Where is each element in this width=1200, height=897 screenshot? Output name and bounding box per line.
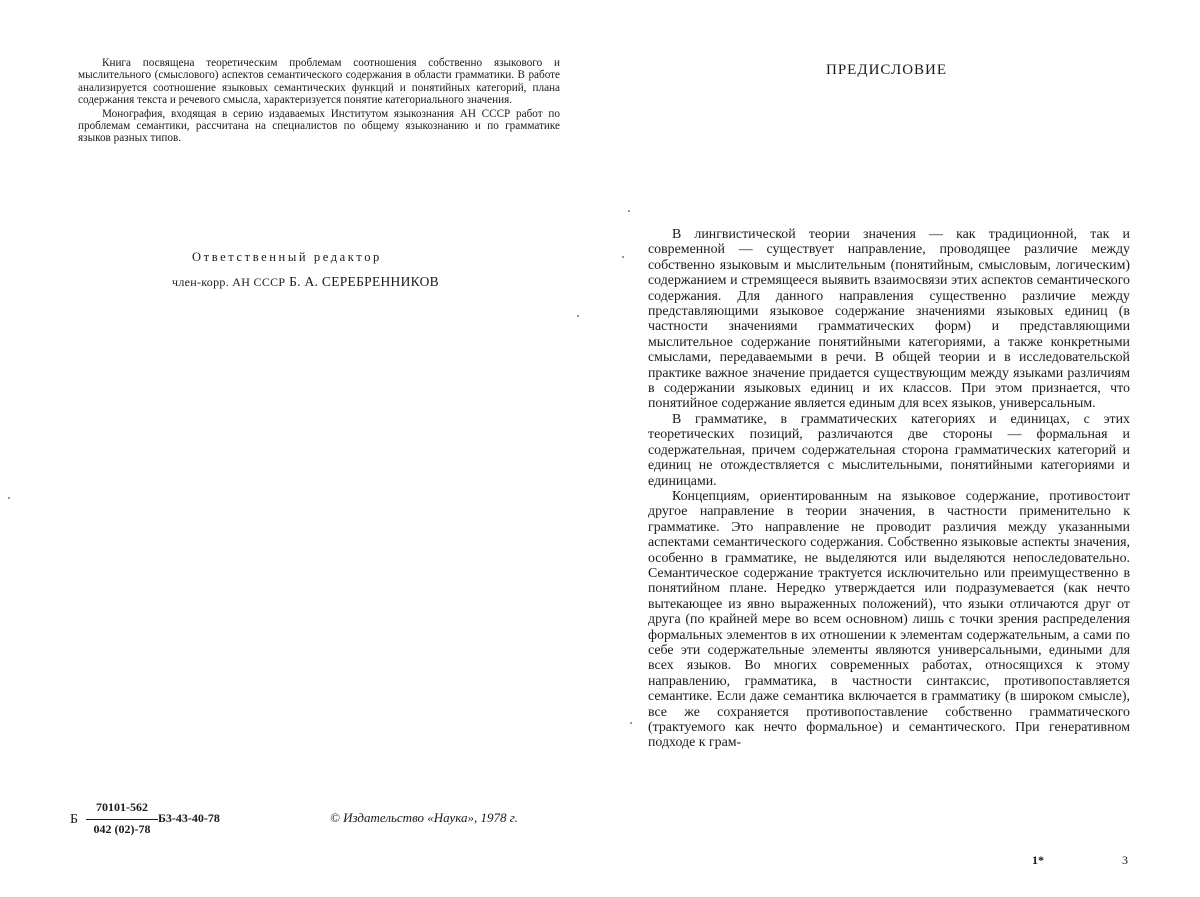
annotation-paragraph: Монография, входящая в серию издаваемых Институтом языкознания АН СССР работ по проблемам семантики, рассчитана на специалистов по общему языкознанию и по грамматике языков разных типов. [78,107,560,145]
preface-body [648,227,1130,751]
chapter-title: ПРЕДИСЛОВИЕ [826,62,948,78]
catalog-prefix: Б [70,812,79,827]
editor-credit [172,274,439,290]
catalog-fraction-line [86,819,158,820]
copyright-line: © Издательство «Наука», 1978 г. [330,810,518,825]
scan-speck [577,315,579,317]
signature-mark: 1* [1032,853,1044,867]
catalog-numerator: 70101-562 [96,800,148,814]
body-paragraph: В грамматике, в грамматических категориях и единицах, с этих теоретических позиций, различаются две стороны — формальная и содержательная, причем содержательная сторона грамматических категорий и единиц не отождествляется с мыслительными, понятийными категориями и единицами. [648,411,1130,489]
editor-label: Ответственный редактор [192,250,382,264]
editor-rank: член-корр. АН СССР [172,275,286,289]
scan-speck [630,722,632,724]
scan-speck [628,210,630,212]
annotation-paragraph: Книга посвящена теоретическим проблемам соотношения собственно языкового и мыслительного (смыслового) аспектов семантического содержания в области грамматики. В работе анализируется соотношение языковых семантических функций и понятийных категорий, плана содержания текста и речевого смысла, характеризуется понятие категориального значения. [78,57,560,107]
body-paragraph: Концепциям, ориентированным на языковое содержание, противостоит другое направление в теории значения, в частности применительно к грамматике. Это направление не проводит различия между указанными аспектами семантического содержания. Собственно языковые аспекты значения, особенно в грамматике, не выделяются или выделяются непоследовательно. Семантическое содержание трактуется исключительно или преимущественно в понятийном плане. Нередко утверждается или подразумевается (как нечто вытекающее из явно выраженных положений), что языки отличаются друг от друга (по крайней мере во всем основном) лишь с точки зрения распределения формальных элементов в их отношении к элементам содержательным, а сами по себе эти содержательные элементы являются универсальными, едиными для всех языков. Во многих современных работах, относящихся к этому направлению, грамматика, в частности синтаксис, противопоставляется семантике. Если даже семантика включается в грамматику (в широком смысле), все же сохраняется противопоставление собственно грамматического (трактуемого как нечто формальное) и семантического. При генеративном подходе к грам- [648,488,1130,751]
right-page [600,0,1200,897]
catalog-denominator: 042 (02)-78 [93,822,151,836]
scan-speck [8,497,10,499]
catalog-code: Б3-43-40-78 [158,811,220,825]
catalog-index [70,800,240,840]
editor-name: Б. А. СЕРЕБРЕННИКОВ [289,274,439,289]
body-paragraph: В лингвистической теории значения — как традиционной, так и современной — существует направление, проводящее различие между собственно языковым и мыслительным (понятийным, смысловым, логическим) содержанием и стремящееся выявить взаимосвязи этих аспектов семантического содержания. Для данного направления существенно различие между представляющими языковое содержание значениями языковых единиц (в частности значениями грамматических форм) и представляющими мыслительное содержание понятийными категориями, а также конкретными смыслами, передаваемыми в речи. В общей теории и в исследовательской практике важное значение придается существующим между языками различиям в содержании языковых единиц и их классов. При этом признается, что понятийное содержание является единым для всех языков, универсальным. [648,227,1130,412]
scan-speck [622,256,624,258]
annotation [78,57,560,145]
page-number: 3 [1122,853,1128,867]
